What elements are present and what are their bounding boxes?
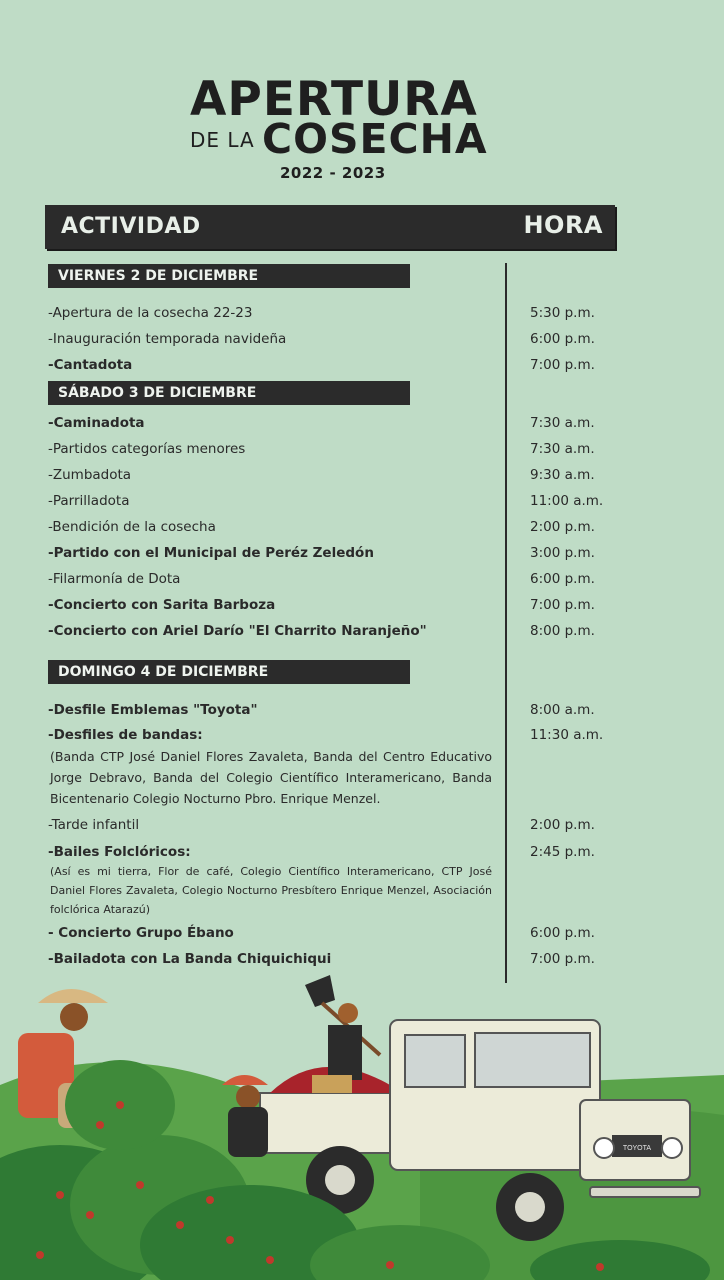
day-bar-viernes: VIERNES 2 DE DICIEMBRE (48, 264, 410, 288)
activity-label: - Concierto Grupo Ébano (48, 925, 234, 941)
activity-label: -Bailadota con La Banda Chiquichiqui (48, 951, 332, 967)
activity-time: 11:00 a.m. (530, 493, 604, 509)
day-bar-sabado: SÁBADO 3 DE DICIEMBRE (48, 381, 410, 405)
activity-label: -Concierto con Sarita Barboza (48, 597, 276, 613)
activity-time: 7:30 a.m. (530, 415, 595, 431)
bailes-description: (Así es mi tierra, Flor de café, Colegio Científico Interamericano, CTP José Daniel Flores Zavaleta, Colegio Nocturno Presbítero Enrique Menzel, Asociación folclórica Atarazú) (50, 865, 492, 916)
harvest-illustration (0, 975, 724, 1280)
activity-label: -Zumbadota (48, 467, 132, 483)
activity-time: 6:00 p.m. (530, 571, 595, 587)
activity-time: 11:30 a.m. (530, 727, 604, 743)
activity-time: 8:00 p.m. (530, 623, 595, 639)
header-activity: ACTIVIDAD (61, 214, 201, 239)
activity-label: -Desfiles de bandas: (48, 727, 203, 743)
title-apertura: APERTURA (190, 72, 478, 127)
day-bar-domingo: DOMINGO 4 DE DICIEMBRE (48, 660, 410, 684)
activity-label: -Partidos categorías menores (48, 441, 246, 457)
activity-time: 8:00 a.m. (530, 702, 595, 718)
activity-label: -Cantadota (48, 357, 133, 373)
activity-time: 6:00 p.m. (530, 331, 595, 347)
title-de-la: DE LA (190, 128, 255, 152)
activity-label: -Parrilladota (48, 493, 130, 509)
title-cosecha: COSECHA (262, 115, 488, 163)
activity-label: -Bailes Folclóricos: (48, 844, 191, 860)
activity-time: 7:00 p.m. (530, 357, 595, 373)
activity-time: 7:30 a.m. (530, 441, 595, 457)
activity-label: -Inauguración temporada navideña (48, 331, 287, 347)
activity-label: -Desfile Emblemas "Toyota" (48, 702, 258, 718)
activity-time: 3:00 p.m. (530, 545, 595, 561)
header-time: HORA (523, 211, 603, 239)
activity-time: 6:00 p.m. (530, 925, 595, 941)
activity-label: -Apertura de la cosecha 22-23 (48, 305, 253, 321)
truck-badge: TOYOTA (622, 1145, 652, 1152)
activity-time: 9:30 a.m. (530, 467, 595, 483)
bandas-description: (Banda CTP José Daniel Flores Zavaleta, Banda del Centro Educativo Jorge Debravo, Banda del Colegio Científico Interamericano, Banda Bicentenario Colegio Nocturno Pbro. Enrique Menzel. (50, 749, 492, 806)
schedule-header (45, 205, 615, 249)
activity-label: -Concierto con Ariel Darío "El Charrito Naranjeño" (48, 623, 427, 639)
activity-time: 7:00 p.m. (530, 597, 595, 613)
activity-time: 2:00 p.m. (530, 519, 595, 535)
column-divider (505, 263, 507, 983)
activity-time: 5:30 p.m. (530, 305, 595, 321)
activity-time: 2:45 p.m. (530, 844, 595, 860)
activity-time: 7:00 p.m. (530, 951, 595, 967)
activity-label: -Tarde infantil (48, 817, 140, 833)
activity-label: -Bendición de la cosecha (48, 519, 216, 535)
activity-time: 2:00 p.m. (530, 817, 595, 833)
title-years: 2022 - 2023 (280, 164, 386, 182)
activity-label: -Partido con el Municipal de Peréz Zeledón (48, 545, 374, 561)
activity-label: -Caminadota (48, 415, 145, 431)
activity-label: -Filarmonía de Dota (48, 571, 181, 587)
